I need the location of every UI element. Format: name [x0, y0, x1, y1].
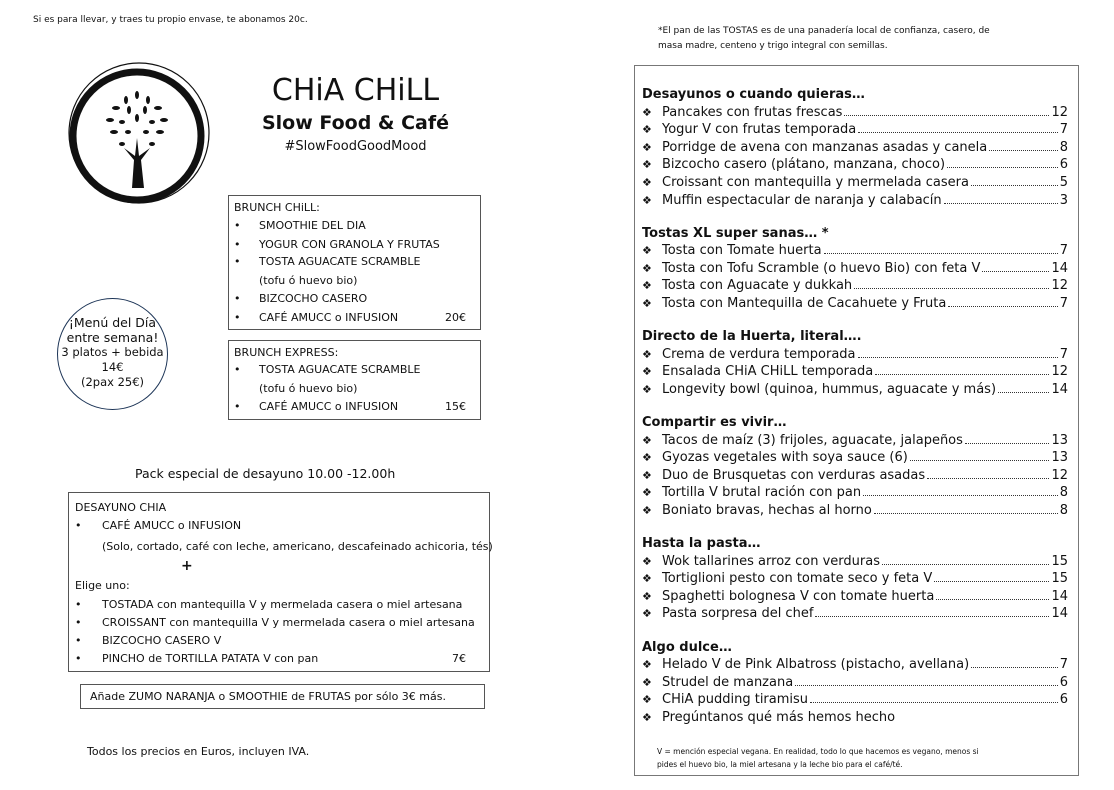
item-price: 7	[1059, 346, 1068, 362]
footer-prices-note: Todos los precios en Euros, incluyen IVA.	[87, 745, 310, 758]
brunch-item: TOSTA AGUACATE SCRAMBLE	[259, 363, 421, 376]
item-name: Helado V de Pink Albatross (pistacho, avellana)	[662, 657, 970, 673]
addon-box	[80, 684, 485, 709]
dot-leader	[965, 443, 1050, 444]
dot-leader	[971, 185, 1058, 186]
menu-dia-price-2pax: (2pax 25€)	[80, 375, 145, 389]
menu-item	[642, 277, 1068, 295]
dot-leader	[810, 702, 1058, 703]
brunch-chill-title: BRUNCH CHiLL:	[234, 201, 320, 214]
brunch-item-note: (tofu ó huevo bio)	[259, 382, 358, 395]
brunch-express-price: 15€	[445, 400, 466, 413]
brand-hashtag: #SlowFoodGoodMood	[284, 139, 427, 154]
menu-item	[642, 174, 1068, 192]
bullet-icon: ❖	[642, 347, 652, 361]
menu-item	[642, 432, 1068, 450]
carta-box	[634, 65, 1079, 776]
bullet-icon: ❖	[642, 607, 652, 621]
bullet-icon: ❖	[642, 193, 652, 207]
choose-label: Elige uno:	[75, 579, 130, 592]
bullet-icon: ❖	[642, 297, 652, 311]
menu-section	[642, 86, 1068, 209]
brunch-item: BIZCOCHO CASERO	[259, 292, 368, 305]
item-price: 14	[1051, 381, 1068, 397]
bullet-icon: ❖	[642, 105, 652, 119]
menu-item	[642, 192, 1068, 210]
brunch-item-note: (tofu ó huevo bio)	[259, 274, 358, 287]
item-name: CHiA pudding tiramisu	[662, 692, 809, 708]
bullet-icon: ❖	[642, 175, 652, 189]
menu-item	[642, 709, 1068, 727]
menu-item	[642, 346, 1068, 364]
menu-section	[642, 639, 1068, 727]
bullet-icon: ❖	[642, 658, 652, 672]
dot-leader	[947, 167, 1058, 168]
addon-text: Añade ZUMO NARANJA o SMOOTHIE de FRUTAS por sólo 3€ más.	[90, 690, 446, 703]
footnote-line: V = mención especial vegana. En realidad, todo lo que hacemos es vegano, menos si	[657, 747, 979, 756]
dot-leader	[982, 271, 1049, 272]
item-name: Porridge de avena con manzanas asadas y canela	[662, 139, 988, 155]
brunch-express-box: BRUNCH EXPRESS: • TOSTA AGUACATE SCRAMBLE (tofu ó huevo bio) • CAFÉ AMUCC o INFUSION 15€	[228, 340, 481, 420]
brunch-item: SMOOTHIE DEL DIA	[259, 219, 366, 232]
dot-leader	[998, 392, 1049, 393]
item-price: 7	[1059, 243, 1068, 259]
dot-leader	[824, 253, 1058, 254]
item-name: Pancakes con frutas frescas	[662, 104, 843, 120]
dot-leader	[874, 513, 1058, 514]
desayuno-coffee-note: (Solo, cortado, café con leche, americano, descafeinado achicoria, tés)	[102, 540, 493, 553]
desayuno-option: BIZCOCHO CASERO V	[102, 634, 222, 647]
bullet-icon: ❖	[642, 140, 652, 154]
item-name: Longevity bowl (quinoa, hummus, aguacate y más)	[662, 381, 997, 397]
desayuno-title: DESAYUNO CHIA	[75, 501, 167, 514]
item-price: 14	[1051, 260, 1068, 276]
menu-dia-subtitle: entre semana!	[66, 330, 159, 345]
brunch-chill-box: BRUNCH CHiLL: • SMOOTHIE DEL DIA • YOGUR CON GRANOLA Y FRUTAS • TOSTA AGUACATE SCRAMBLE (tofu ó huevo bio) • BIZCOCHO CASERO • CAFÉ AMUCC o INFUSION 20€	[228, 195, 481, 330]
menu-item	[642, 588, 1068, 606]
item-price: 13	[1051, 432, 1068, 448]
menu-section	[642, 535, 1068, 623]
item-price: 8	[1059, 485, 1068, 501]
menu-item	[642, 260, 1068, 278]
bullet-icon: ❖	[642, 382, 652, 396]
menu-item	[642, 656, 1068, 674]
menu-del-dia-oval	[57, 298, 168, 410]
menu-dia-title: ¡Menú del Día	[68, 315, 157, 330]
item-name: Yogur V con frutas temporada	[662, 122, 857, 138]
menu-section	[642, 328, 1068, 398]
dot-leader	[944, 203, 1058, 204]
item-price: 15	[1051, 571, 1068, 587]
item-name: Tacos de maíz (3) frijoles, aguacate, jalapeños	[662, 432, 963, 448]
bullet-icon: ❖	[642, 244, 652, 258]
bullet-icon: ❖	[642, 710, 652, 724]
bullet-icon: ❖	[642, 572, 652, 586]
item-price: 7	[1059, 296, 1068, 312]
menu-item	[642, 605, 1068, 623]
bullet-icon: ❖	[642, 468, 652, 482]
item-price: 6	[1059, 157, 1068, 173]
menu-item	[642, 467, 1068, 485]
item-name: Tortiglioni pesto con tomate seco y feta V	[662, 571, 933, 587]
item-price: 14	[1051, 606, 1068, 622]
menu-item	[642, 449, 1068, 467]
item-price: 12	[1051, 467, 1068, 483]
section-title: Desayunos o cuando quieras…	[642, 87, 865, 102]
item-name: Pregúntanos qué más hemos hecho	[662, 709, 896, 725]
footnote-line: pides el huevo bio, la miel artesana y la leche bio para el café/té.	[657, 760, 903, 769]
item-name: Tosta con Tofu Scramble (o huevo Bio) con feta V	[662, 260, 981, 276]
bullet-icon: ❖	[642, 451, 652, 465]
dot-leader	[882, 564, 1049, 565]
item-name: Pasta sorpresa del chef	[662, 606, 814, 622]
item-name: Duo de Brusquetas con verduras asadas	[662, 467, 926, 483]
menu-item	[642, 104, 1068, 122]
takeaway-note: Si es para llevar, y traes tu propio envase, te abonamos 20c.	[33, 15, 308, 25]
item-price: 13	[1051, 450, 1068, 466]
dot-leader	[936, 599, 1049, 600]
dot-leader	[934, 581, 1049, 582]
bullet-icon: ❖	[642, 589, 652, 603]
item-price: 6	[1059, 674, 1068, 690]
dot-leader	[948, 306, 1057, 307]
desayuno-option: CROISSANT con mantequilla V y mermelada casera o miel artesana	[102, 616, 475, 629]
menu-item	[642, 674, 1068, 692]
brand-name: CHiA CHiLL	[271, 73, 440, 108]
bullet-icon: ❖	[642, 123, 652, 137]
tree-logo-icon	[64, 60, 210, 210]
item-price: 5	[1059, 174, 1068, 190]
dot-leader	[858, 357, 1058, 358]
item-name: Tosta con Mantequilla de Cacahuete y Fruta	[662, 296, 947, 312]
menu-item	[642, 553, 1068, 571]
bullet-icon: ❖	[642, 158, 652, 172]
item-name: Muffin espectacular de naranja y calabacín	[662, 192, 942, 208]
bullet-icon: ❖	[642, 503, 652, 517]
item-price: 8	[1059, 139, 1068, 155]
menu-item	[642, 121, 1068, 139]
item-name: Spaghetti bolognesa V con tomate huerta	[662, 588, 935, 604]
menu-item	[642, 242, 1068, 260]
dot-leader	[875, 374, 1049, 375]
bread-note-line: masa madre, centeno y trigo integral con semillas.	[658, 41, 888, 51]
menu-item	[642, 484, 1068, 502]
section-title: Compartir es vivir…	[642, 415, 787, 430]
brunch-item: CAFÉ AMUCC o INFUSION	[259, 400, 399, 413]
pack-title: Pack especial de desayuno 10.00 -12.00h	[135, 466, 396, 481]
item-price: 8	[1059, 502, 1068, 518]
brunch-express-title: BRUNCH EXPRESS:	[234, 346, 339, 359]
dot-leader	[795, 685, 1058, 686]
menu-section	[642, 225, 1068, 313]
bullet-icon: ❖	[642, 554, 652, 568]
item-name: Croissant con mantequilla y mermelada casera	[662, 174, 969, 190]
item-name: Boniato bravas, hechas al horno	[662, 502, 872, 518]
bullet-icon: ❖	[642, 279, 652, 293]
menu-item	[642, 570, 1068, 588]
bullet-icon: ❖	[642, 261, 652, 275]
menu-item	[642, 381, 1068, 399]
item-name: Tortilla V brutal ración con pan	[662, 485, 862, 501]
item-name: Bizcocho casero (plátano, manzana, choco)	[662, 157, 946, 173]
item-price: 14	[1051, 588, 1068, 604]
bullet-icon: ❖	[642, 675, 652, 689]
item-price: 12	[1051, 104, 1068, 120]
dot-leader	[863, 495, 1058, 496]
brunch-chill-price: 20€	[445, 311, 466, 324]
brunch-item: CAFÉ AMUCC o INFUSION	[259, 311, 399, 324]
dot-leader	[927, 478, 1049, 479]
item-name: Wok tallarines arroz con verduras	[662, 553, 880, 569]
menu-item	[642, 156, 1068, 174]
section-title: Tostas XL super sanas… *	[642, 225, 829, 241]
dot-leader	[858, 132, 1057, 133]
desayuno-chia-box: DESAYUNO CHIA • CAFÉ AMUCC o INFUSION (Solo, cortado, café con leche, americano, descafeinado achicoria, tés) + Elige uno: • TOSTADA con mantequilla V y mermelada casera o miel artesana • CROISSANT con mantequilla V y mermelada casera o miel artesana • BIZCOCHO CASERO V • PINCHO de TORTILLA PATATA V con pan 7€	[68, 492, 490, 672]
item-name: Crema de verdura temporada	[662, 346, 856, 362]
item-name: Tosta con Aguacate y dukkah	[662, 278, 853, 294]
bullet-icon: ❖	[642, 693, 652, 707]
item-name: Gyozas vegetales with soya sauce (6)	[662, 450, 908, 466]
desayuno-price: 7€	[452, 652, 466, 665]
desayuno-option: TOSTADA con mantequilla V y mermelada casera o miel artesana	[102, 598, 463, 611]
brand-subtitle: Slow Food & Café	[261, 112, 450, 134]
item-price: 15	[1051, 553, 1068, 569]
menu-item	[642, 691, 1068, 709]
item-price: 12	[1051, 278, 1068, 294]
menu-dia-desc: 3 platos + bebida	[61, 345, 164, 359]
dot-leader	[815, 616, 1049, 617]
dot-leader	[844, 115, 1049, 116]
menu-item	[642, 295, 1068, 313]
item-price: 7	[1059, 122, 1068, 138]
item-name: Ensalada CHiA CHiLL temporada	[662, 364, 874, 380]
dot-leader	[971, 667, 1058, 668]
menu-section	[642, 414, 1068, 520]
item-name: Strudel de manzana	[662, 674, 794, 690]
section-title: Directo de la Huerta, literal….	[642, 329, 862, 345]
brunch-item: YOGUR CON GRANOLA Y FRUTAS	[259, 238, 440, 251]
bread-note	[658, 24, 990, 54]
bullet-icon: ❖	[642, 433, 652, 447]
bread-note-line: *El pan de las TOSTAS es de una panadería local de confianza, casero, de	[658, 26, 990, 36]
plus-sign: +	[181, 558, 193, 574]
dot-leader	[854, 288, 1049, 289]
bullet-icon: ❖	[642, 486, 652, 500]
item-price: 6	[1059, 692, 1068, 708]
menu-item	[642, 139, 1068, 157]
section-title: Hasta la pasta…	[642, 536, 761, 552]
bullet-icon: ❖	[642, 365, 652, 379]
item-name: Tosta con Tomate huerta	[662, 243, 822, 259]
item-price: 7	[1059, 657, 1068, 673]
section-title: Algo dulce…	[642, 639, 732, 655]
desayuno-coffee: CAFÉ AMUCC o INFUSION	[102, 519, 242, 532]
vegan-footnote	[657, 745, 979, 771]
menu-item	[642, 502, 1068, 520]
dot-leader	[910, 460, 1050, 461]
menu-item	[642, 363, 1068, 381]
desayuno-option: PINCHO de TORTILLA PATATA V con pan	[102, 652, 319, 665]
item-price: 12	[1051, 364, 1068, 380]
dot-leader	[989, 150, 1057, 151]
item-price: 3	[1059, 192, 1068, 208]
brunch-item: TOSTA AGUACATE SCRAMBLE	[259, 255, 421, 268]
menu-dia-price: 14€	[101, 360, 124, 374]
